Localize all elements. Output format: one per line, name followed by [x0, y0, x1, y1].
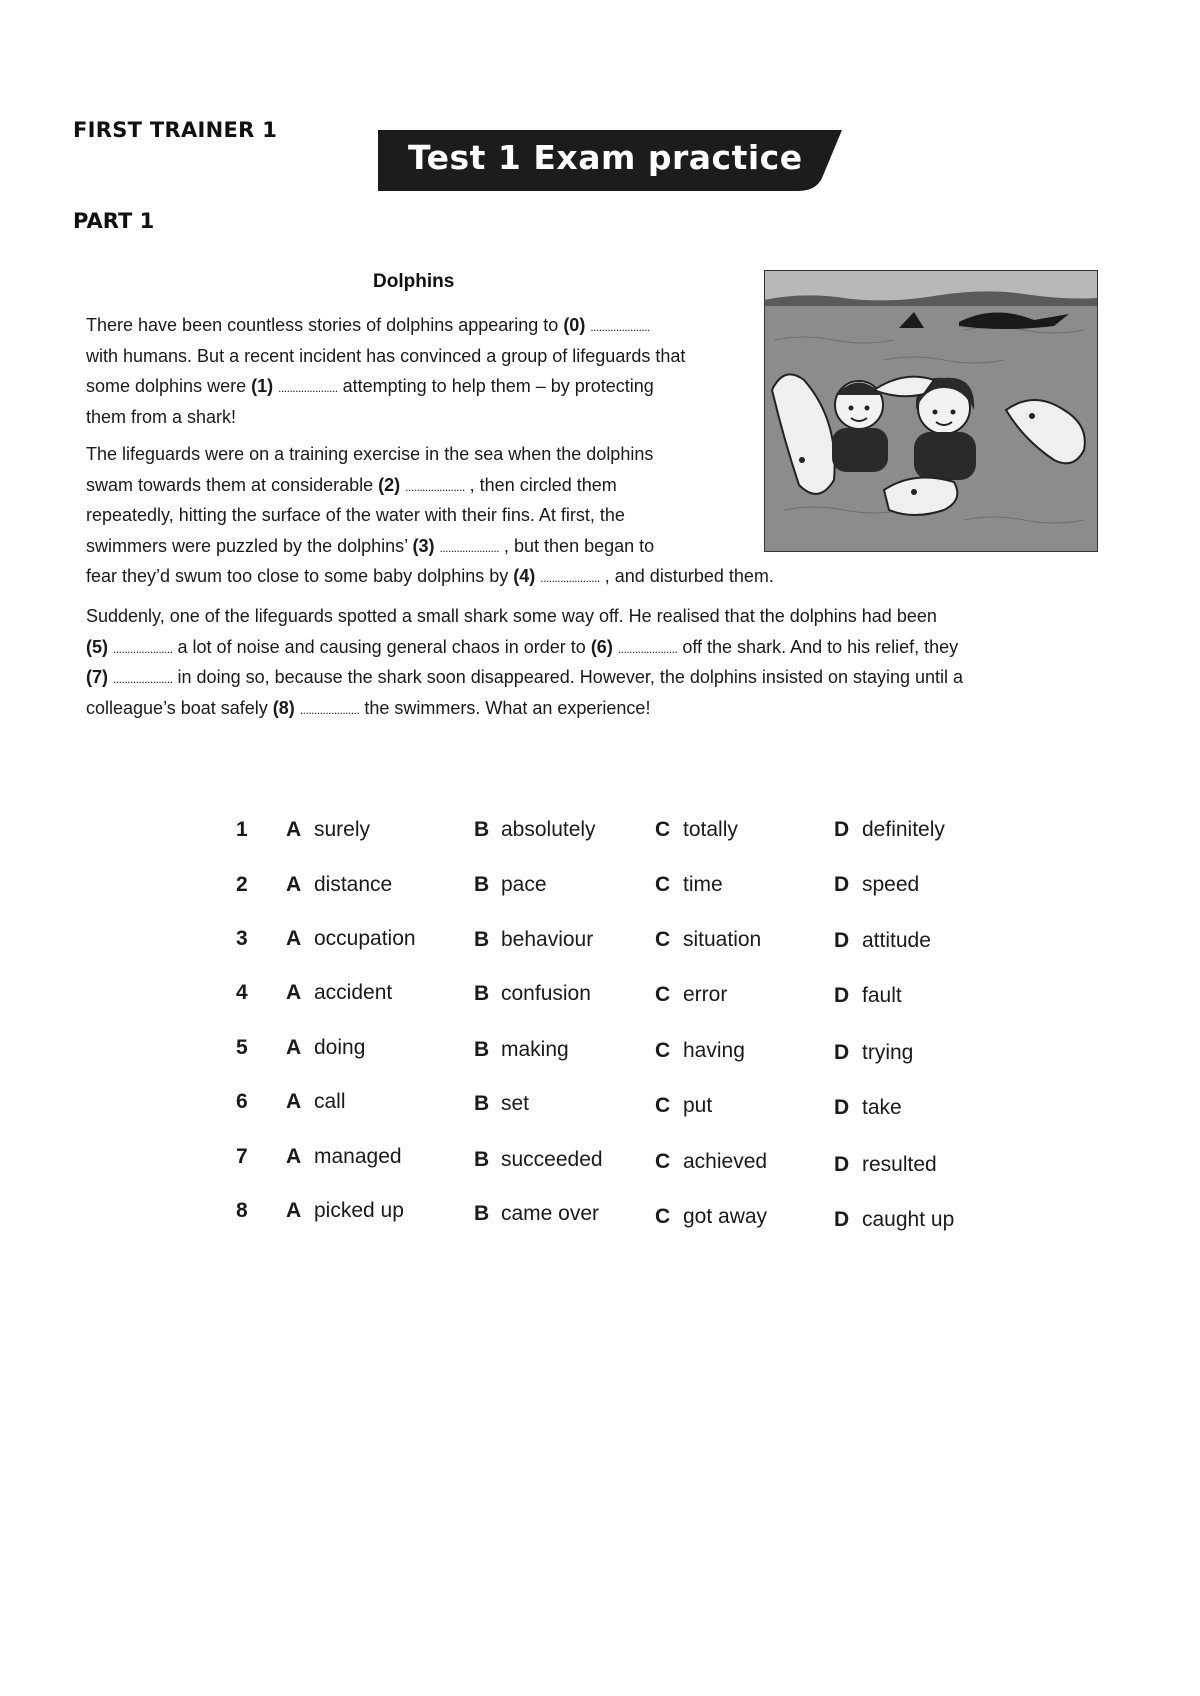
question-number: 6: [236, 1090, 248, 1113]
option-letter[interactable]: B: [474, 1148, 490, 1171]
option-text[interactable]: take: [862, 1096, 902, 1119]
option-letter[interactable]: C: [655, 873, 671, 896]
option-text[interactable]: put: [683, 1094, 713, 1117]
gap-number: (4): [513, 566, 536, 587]
option-letter[interactable]: C: [655, 1205, 671, 1228]
option-letter[interactable]: D: [834, 1208, 850, 1231]
option-text[interactable]: set: [501, 1092, 530, 1115]
passage-paragraph: [86, 439, 774, 592]
option-letter[interactable]: A: [286, 981, 302, 1004]
passage-line: [86, 470, 774, 501]
option-text[interactable]: picked up: [314, 1199, 404, 1222]
option-text[interactable]: fault: [862, 984, 902, 1007]
passage-line: [86, 341, 685, 372]
option-text[interactable]: having: [683, 1039, 745, 1062]
option-text[interactable]: occupation: [314, 927, 416, 950]
option-text[interactable]: attitude: [862, 929, 931, 952]
gap-number: (1): [251, 376, 274, 397]
option-letter[interactable]: A: [286, 818, 302, 841]
passage-text: The lifeguards were on a training exercise in the sea when the dolphins: [86, 444, 654, 464]
passage-title: Dolphins: [373, 271, 455, 292]
gap-number: (5): [86, 636, 108, 657]
option-text[interactable]: resulted: [862, 1153, 937, 1176]
passage-text: repeatedly, hitting the surface of the water with their fins. At first, the: [86, 505, 625, 526]
option-letter[interactable]: A: [286, 927, 302, 950]
option-text[interactable]: time: [683, 873, 723, 896]
option-letter[interactable]: D: [834, 1153, 850, 1176]
passage-text: some dolphins were: [86, 376, 252, 397]
passage-text: , then circled them: [464, 474, 617, 495]
question-number: 5: [236, 1036, 248, 1059]
option-letter[interactable]: C: [655, 1094, 671, 1117]
passage-line: [86, 500, 774, 531]
option-text[interactable]: succeeded: [501, 1148, 603, 1171]
option-letter[interactable]: A: [286, 1145, 302, 1168]
passage-text: with humans. But a recent incident has convinced a group of lifeguards that: [86, 345, 686, 366]
option-letter[interactable]: B: [474, 982, 490, 1005]
option-text[interactable]: definitely: [862, 818, 945, 841]
question-number: 4: [236, 981, 248, 1004]
passage-line: [86, 439, 774, 470]
passage-line: [86, 371, 685, 402]
course-title: FIRST TRAINER 1: [73, 118, 278, 142]
passage-line: [86, 531, 774, 562]
answer-gap: .....................: [590, 320, 650, 334]
gap-number: (0): [563, 315, 586, 335]
gap-number: (3): [412, 535, 435, 556]
question-row: [0, 1036, 1200, 1066]
passage-text: There have been countless stories of dolphins appearing to: [86, 315, 564, 335]
option-text[interactable]: came over: [501, 1202, 600, 1225]
part-title: PART 1: [73, 209, 155, 233]
passage-text: off the shark. And to his relief, they: [677, 636, 959, 657]
option-letter[interactable]: D: [834, 1041, 850, 1064]
option-text[interactable]: confusion: [501, 982, 591, 1005]
option-letter[interactable]: D: [834, 984, 850, 1007]
question-row: [0, 1199, 1200, 1229]
option-text[interactable]: behaviour: [501, 928, 594, 951]
answer-gap: .....................: [405, 479, 465, 494]
dolphins-illustration: [764, 270, 1098, 552]
passage-line: [86, 402, 685, 433]
passage-text: fear they’d swum too close to some baby dolphins by: [86, 566, 514, 587]
passage-line: [86, 310, 685, 341]
option-letter[interactable]: A: [286, 1090, 302, 1113]
option-letter[interactable]: D: [834, 1096, 850, 1119]
passage-line: [86, 561, 774, 592]
dolphins-swimmers-picture: [764, 270, 1098, 552]
question-number: 3: [236, 927, 248, 950]
test-banner: [378, 130, 842, 191]
option-letter[interactable]: C: [655, 1039, 671, 1062]
option-letter[interactable]: A: [286, 873, 302, 896]
option-letter[interactable]: C: [655, 928, 671, 951]
option-text[interactable]: pace: [501, 873, 547, 896]
passage-text: in doing so, because the shark soon disappeared. However, the dolphins insisted on staying until a: [172, 667, 964, 688]
option-letter[interactable]: D: [834, 929, 850, 952]
option-text[interactable]: managed: [314, 1145, 402, 1168]
passage-text: attempting to help them – by protecting: [337, 376, 654, 397]
question-number: 7: [236, 1145, 248, 1168]
passage-text: , and disturbed them.: [599, 566, 774, 587]
answer-gap: .....................: [299, 702, 360, 717]
option-text[interactable]: making: [501, 1038, 569, 1061]
question-row: [0, 981, 1200, 1011]
passage-text: them from a shark!: [86, 406, 237, 427]
answer-gap: .....................: [113, 641, 173, 656]
option-text[interactable]: situation: [683, 928, 762, 951]
option-text[interactable]: doing: [314, 1036, 366, 1059]
answer-gap: .....................: [278, 381, 338, 396]
option-letter[interactable]: B: [474, 1092, 490, 1115]
option-text[interactable]: call: [314, 1090, 346, 1113]
option-text[interactable]: accident: [314, 981, 393, 1004]
passage-paragraph: [86, 310, 685, 432]
option-text[interactable]: absolutely: [501, 818, 596, 841]
answer-gap: .....................: [439, 540, 500, 555]
answer-gap: .....................: [540, 571, 600, 586]
gap-number: (8): [272, 697, 295, 718]
passage-text: , but then began to: [499, 535, 655, 556]
gap-number: (2): [378, 474, 401, 495]
option-letter[interactable]: D: [834, 873, 850, 896]
option-letter[interactable]: D: [834, 818, 850, 841]
gap-number: (7): [86, 667, 108, 688]
option-letter[interactable]: C: [655, 818, 671, 841]
option-text[interactable]: speed: [862, 873, 920, 896]
question-row: [0, 818, 1200, 848]
passage-text: a lot of noise and causing general chaos in order to: [172, 636, 591, 657]
option-text[interactable]: achieved: [683, 1150, 768, 1173]
passage-paragraph: [86, 601, 963, 723]
option-letter[interactable]: B: [474, 1202, 490, 1225]
option-letter[interactable]: B: [474, 873, 490, 896]
option-letter[interactable]: B: [474, 928, 490, 951]
question-row: [0, 1090, 1200, 1120]
question-row: [0, 1145, 1200, 1175]
question-number: 1: [236, 818, 248, 841]
passage-text: Suddenly, one of the lifeguards spotted a small shark some way off. He realised that the dolphins had been: [86, 606, 937, 626]
option-letter[interactable]: A: [286, 1036, 302, 1059]
passage-text: the swimmers. What an experience!: [359, 697, 651, 718]
question-row: [0, 873, 1200, 903]
option-text[interactable]: trying: [862, 1041, 914, 1064]
passage-line: [86, 693, 963, 724]
option-letter[interactable]: C: [655, 1150, 671, 1173]
passage-text: colleague’s boat safely: [86, 697, 273, 718]
option-letter[interactable]: B: [474, 1038, 490, 1061]
question-row: [0, 927, 1200, 957]
answer-gap: .....................: [113, 672, 173, 687]
gap-number: (6): [590, 636, 613, 657]
option-text[interactable]: error: [683, 983, 728, 1006]
passage-line: [86, 601, 963, 632]
question-number: 8: [236, 1199, 248, 1222]
passage-line: [86, 662, 963, 693]
option-text[interactable]: surely: [314, 818, 371, 841]
question-number: 2: [236, 873, 248, 896]
passage-text: swimmers were puzzled by the dolphins’: [86, 535, 413, 556]
option-letter[interactable]: C: [655, 983, 671, 1006]
option-text[interactable]: totally: [683, 818, 738, 841]
passage-text: swam towards them at considerable: [86, 474, 379, 495]
option-text[interactable]: got away: [683, 1205, 768, 1228]
option-text[interactable]: caught up: [862, 1208, 955, 1231]
option-text[interactable]: distance: [314, 873, 393, 896]
passage-line: [86, 632, 963, 663]
banner-title: Test 1 Exam practice: [408, 138, 803, 177]
option-letter[interactable]: B: [474, 818, 490, 841]
option-letter[interactable]: A: [286, 1199, 302, 1222]
answer-gap: .....................: [617, 641, 678, 656]
